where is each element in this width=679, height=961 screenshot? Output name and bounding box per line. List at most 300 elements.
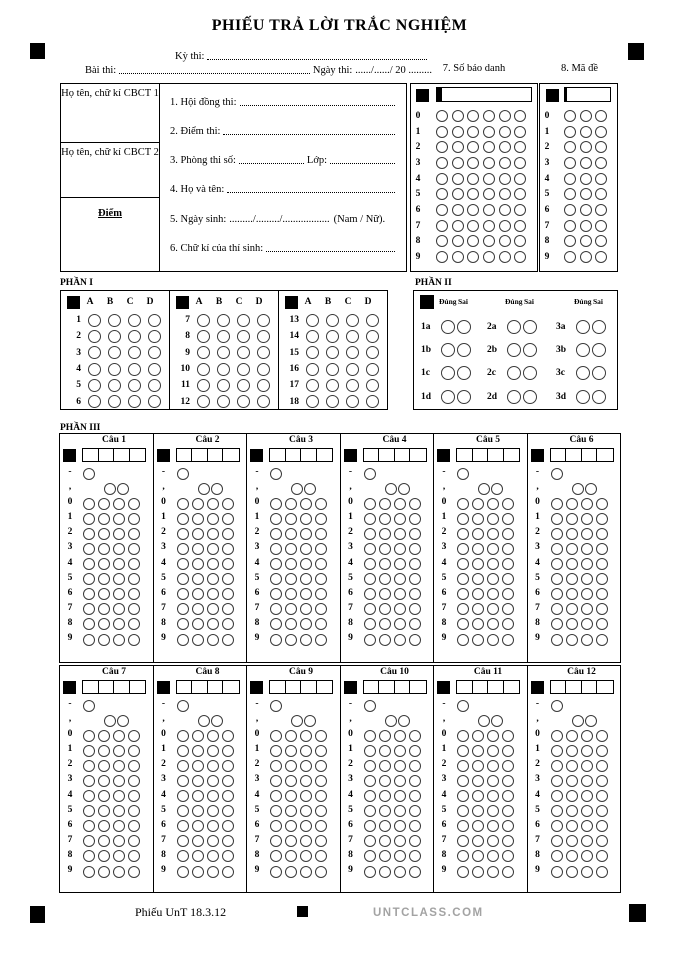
bubble-digit1-4[interactable] (409, 745, 421, 757)
bubble-digit6-2[interactable] (566, 820, 578, 832)
answer-cell[interactable] (301, 449, 317, 461)
bubble-digit1-3[interactable] (113, 745, 125, 757)
bubble-digit4-4[interactable] (409, 790, 421, 802)
bubble-digit9-2[interactable] (98, 866, 110, 878)
bubble-digit6-2[interactable] (285, 820, 297, 832)
bubble-digit0-4[interactable] (409, 730, 421, 742)
bubble-digit0-3[interactable] (394, 498, 406, 510)
bubble-digit0-2[interactable] (566, 498, 578, 510)
bubble-digit2-3[interactable] (487, 528, 499, 540)
bubble-q15-D[interactable] (366, 346, 379, 359)
bubble-digit1-3[interactable] (581, 513, 593, 525)
bubble-q18-C[interactable] (346, 395, 359, 408)
bubble-digit9-3[interactable] (487, 866, 499, 878)
bubble-digit4-3[interactable] (394, 558, 406, 570)
bubble-digit8-4[interactable] (128, 850, 140, 862)
bubble-comma-1[interactable] (572, 483, 584, 495)
bubble-digit5-2[interactable] (566, 573, 578, 585)
bubble-comma-1[interactable] (385, 483, 397, 495)
bubble-digit8-4[interactable] (315, 618, 327, 630)
bubble-digit6-3[interactable] (113, 820, 125, 832)
bubble-digit0-1[interactable] (364, 498, 376, 510)
bubble-digit8-2[interactable] (379, 850, 391, 862)
bubble-digit5-4[interactable] (128, 573, 140, 585)
bubble-digit6-4[interactable] (502, 820, 514, 832)
bubble-q6-A[interactable] (88, 395, 101, 408)
bubble-digit3-2[interactable] (98, 775, 110, 787)
bubble-digit8-3[interactable] (487, 850, 499, 862)
bubble-digit3-2[interactable] (566, 543, 578, 555)
bubble-digit6-2[interactable] (285, 588, 297, 600)
bubble-digit7-3[interactable] (207, 603, 219, 615)
bubble-digit3-1[interactable] (364, 543, 376, 555)
bubble-digit-7[interactable] (564, 220, 576, 232)
bubble-digit8-2[interactable] (98, 618, 110, 630)
bubble-q2-C[interactable] (128, 330, 141, 343)
bubble-digit8-1[interactable] (457, 618, 469, 630)
bubble-digit3-3[interactable] (300, 543, 312, 555)
bubble-digit6-4[interactable] (315, 588, 327, 600)
answer-cell[interactable] (286, 449, 302, 461)
bubble-digit3-4[interactable] (315, 543, 327, 555)
bubble-digit0-4[interactable] (502, 498, 514, 510)
bubble-digit5-4[interactable] (222, 805, 234, 817)
bubble-digit2-1[interactable] (457, 528, 469, 540)
bubble-digit3-1[interactable] (457, 543, 469, 555)
bubble-digit9-2[interactable] (472, 634, 484, 646)
answer-cell[interactable] (177, 681, 193, 693)
bubble-digit6-3[interactable] (581, 820, 593, 832)
bubble-digit-4[interactable] (564, 173, 576, 185)
bubble-digit1-3[interactable] (300, 513, 312, 525)
bubble-digit6-2[interactable] (192, 588, 204, 600)
bubble-digit5-3[interactable] (581, 573, 593, 585)
bubble-digit2-1[interactable] (270, 528, 282, 540)
answer-cell[interactable] (223, 681, 238, 693)
bubble-digit1-1[interactable] (457, 745, 469, 757)
bubble-digit2-4[interactable] (409, 760, 421, 772)
bubble-digit3-4[interactable] (128, 775, 140, 787)
bubble-digit4-2[interactable] (472, 790, 484, 802)
bubble-digit2-1[interactable] (364, 528, 376, 540)
bubble-digit-4[interactable] (467, 173, 479, 185)
bubble-digit6-2[interactable] (98, 820, 110, 832)
bubble-digit2-2[interactable] (285, 528, 297, 540)
bubble-digit6-2[interactable] (98, 588, 110, 600)
bubble-digit9-2[interactable] (379, 866, 391, 878)
bubble-digit1-1[interactable] (177, 745, 189, 757)
bubble-digit5-3[interactable] (300, 573, 312, 585)
bubble-q3-B[interactable] (108, 346, 121, 359)
answer-cell[interactable] (566, 449, 582, 461)
bubble-2c-sai[interactable] (523, 366, 537, 380)
bubble-digit1-1[interactable] (457, 513, 469, 525)
bubble-digit-0[interactable] (499, 110, 511, 122)
bubble-digit1-2[interactable] (379, 745, 391, 757)
bubble-comma-2[interactable] (585, 483, 597, 495)
answer-cell[interactable] (208, 449, 224, 461)
bubble-digit9-3[interactable] (207, 866, 219, 878)
bubble-1d-sai[interactable] (457, 390, 471, 404)
bubble-digit7-4[interactable] (315, 603, 327, 615)
bubble-digit3-2[interactable] (192, 543, 204, 555)
bubble-digit6-4[interactable] (596, 820, 608, 832)
bubble-digit5-4[interactable] (502, 805, 514, 817)
bubble-q1-C[interactable] (128, 314, 141, 327)
bubble-digit2-3[interactable] (113, 528, 125, 540)
bubble-digit8-3[interactable] (300, 618, 312, 630)
bubble-digit3-4[interactable] (128, 543, 140, 555)
bubble-digit-2[interactable] (452, 141, 464, 153)
bubble-digit3-4[interactable] (596, 775, 608, 787)
bubble-digit9-4[interactable] (502, 866, 514, 878)
bubble-digit6-1[interactable] (551, 588, 563, 600)
bubble-q9-D[interactable] (257, 346, 270, 359)
bubble-digit1-1[interactable] (270, 745, 282, 757)
bubble-digit8-2[interactable] (472, 850, 484, 862)
bubble-digit5-2[interactable] (98, 805, 110, 817)
bubble-q6-C[interactable] (128, 395, 141, 408)
bubble-digit2-3[interactable] (581, 760, 593, 772)
bubble-digit2-4[interactable] (315, 528, 327, 540)
bubble-digit2-3[interactable] (394, 760, 406, 772)
bubble-digit3-1[interactable] (457, 775, 469, 787)
bubble-digit3-3[interactable] (394, 775, 406, 787)
bubble-minus-1[interactable] (270, 468, 282, 480)
answer-cell[interactable] (504, 681, 519, 693)
bubble-digit7-1[interactable] (364, 835, 376, 847)
bubble-q9-C[interactable] (237, 346, 250, 359)
bubble-digit3-4[interactable] (502, 543, 514, 555)
bubble-q10-D[interactable] (257, 363, 270, 376)
bubble-digit6-3[interactable] (487, 588, 499, 600)
bubble-q8-B[interactable] (217, 330, 230, 343)
bubble-digit2-3[interactable] (300, 760, 312, 772)
bubble-digit4-1[interactable] (83, 790, 95, 802)
bubble-digit8-1[interactable] (270, 850, 282, 862)
bubble-q4-C[interactable] (128, 363, 141, 376)
bubble-digit1-3[interactable] (207, 513, 219, 525)
bubble-digit7-4[interactable] (128, 603, 140, 615)
bubble-digit0-1[interactable] (551, 498, 563, 510)
bubble-q13-C[interactable] (346, 314, 359, 327)
bubble-2a-sai[interactable] (523, 320, 537, 334)
bubble-digit-3[interactable] (452, 157, 464, 169)
answer-cell[interactable] (566, 681, 582, 693)
bubble-digit-7[interactable] (514, 220, 526, 232)
bubble-digit8-2[interactable] (566, 850, 578, 862)
bubble-digit-0[interactable] (564, 110, 576, 122)
answer-cell[interactable] (114, 681, 130, 693)
bubble-digit5-4[interactable] (315, 805, 327, 817)
bubble-digit5-1[interactable] (177, 573, 189, 585)
bubble-digit2-4[interactable] (315, 760, 327, 772)
bubble-digit7-4[interactable] (222, 835, 234, 847)
bubble-digit0-3[interactable] (487, 730, 499, 742)
bubble-digit0-4[interactable] (502, 730, 514, 742)
bubble-digit4-2[interactable] (192, 558, 204, 570)
bubble-digit5-1[interactable] (364, 805, 376, 817)
bubble-digit7-4[interactable] (128, 835, 140, 847)
bubble-digit9-1[interactable] (83, 866, 95, 878)
bubble-digit-1[interactable] (580, 126, 592, 138)
bubble-3a-sai[interactable] (592, 320, 606, 334)
answer-cell[interactable] (223, 449, 238, 461)
bubble-digit8-2[interactable] (192, 850, 204, 862)
bubble-digit9-4[interactable] (128, 634, 140, 646)
bubble-q12-A[interactable] (197, 395, 210, 408)
bubble-comma-2[interactable] (304, 483, 316, 495)
answer-cell[interactable] (551, 449, 567, 461)
bubble-1a-dung[interactable] (441, 320, 455, 334)
bubble-digit-9[interactable] (483, 251, 495, 263)
bubble-digit-3[interactable] (580, 157, 592, 169)
bubble-digit2-1[interactable] (177, 528, 189, 540)
bubble-digit2-3[interactable] (113, 760, 125, 772)
bubble-digit-9[interactable] (467, 251, 479, 263)
bubble-digit3-2[interactable] (566, 775, 578, 787)
bubble-digit1-1[interactable] (551, 513, 563, 525)
bubble-digit3-2[interactable] (379, 543, 391, 555)
bubble-comma-2[interactable] (117, 483, 129, 495)
write-in-line[interactable] (330, 153, 395, 164)
bubble-digit-9[interactable] (580, 251, 592, 263)
bubble-digit1-1[interactable] (364, 513, 376, 525)
bubble-digit-3[interactable] (595, 157, 607, 169)
bubble-digit6-1[interactable] (457, 820, 469, 832)
bubble-digit1-3[interactable] (113, 513, 125, 525)
bubble-digit1-3[interactable] (487, 513, 499, 525)
bubble-digit4-4[interactable] (222, 790, 234, 802)
bubble-digit2-1[interactable] (177, 760, 189, 772)
bubble-digit2-2[interactable] (566, 760, 578, 772)
bubble-digit7-2[interactable] (192, 603, 204, 615)
bubble-digit8-2[interactable] (566, 618, 578, 630)
bubble-digit9-3[interactable] (581, 634, 593, 646)
write-in-value[interactable]: ........./........./.................. (229, 214, 330, 225)
bubble-digit2-2[interactable] (285, 760, 297, 772)
bubble-digit-4[interactable] (483, 173, 495, 185)
bubble-digit-1[interactable] (467, 126, 479, 138)
bubble-digit3-2[interactable] (285, 543, 297, 555)
bubble-digit6-2[interactable] (472, 820, 484, 832)
bubble-digit-4[interactable] (452, 173, 464, 185)
bubble-digit1-2[interactable] (379, 513, 391, 525)
bubble-digit2-4[interactable] (502, 528, 514, 540)
bubble-digit7-3[interactable] (487, 603, 499, 615)
bubble-digit0-2[interactable] (379, 498, 391, 510)
bubble-digit-7[interactable] (467, 220, 479, 232)
bubble-digit1-2[interactable] (472, 513, 484, 525)
bubble-digit6-1[interactable] (270, 588, 282, 600)
bubble-digit6-4[interactable] (315, 820, 327, 832)
bubble-digit5-3[interactable] (113, 573, 125, 585)
bubble-2d-sai[interactable] (523, 390, 537, 404)
bubble-digit-1[interactable] (483, 126, 495, 138)
bubble-digit7-1[interactable] (457, 835, 469, 847)
bubble-comma-1[interactable] (291, 715, 303, 727)
bubble-q18-B[interactable] (326, 395, 339, 408)
write-in-line[interactable] (240, 95, 395, 106)
bubble-digit8-3[interactable] (113, 850, 125, 862)
bubble-digit6-3[interactable] (581, 588, 593, 600)
bubble-minus-1[interactable] (551, 700, 563, 712)
bubble-digit8-1[interactable] (551, 850, 563, 862)
bubble-digit9-2[interactable] (285, 634, 297, 646)
answer-cell[interactable] (192, 449, 208, 461)
bubble-digit1-1[interactable] (83, 513, 95, 525)
answer-cell[interactable] (582, 681, 598, 693)
bubble-digit7-4[interactable] (409, 835, 421, 847)
answer-cell[interactable] (457, 681, 473, 693)
bubble-digit4-3[interactable] (581, 558, 593, 570)
bubble-digit9-1[interactable] (270, 634, 282, 646)
bubble-digit8-1[interactable] (177, 850, 189, 862)
bubble-digit9-2[interactable] (192, 866, 204, 878)
bubble-digit1-3[interactable] (207, 745, 219, 757)
bubble-digit-0[interactable] (514, 110, 526, 122)
bubble-digit9-4[interactable] (596, 634, 608, 646)
bubble-digit1-3[interactable] (487, 745, 499, 757)
bubble-digit4-4[interactable] (128, 790, 140, 802)
bubble-q16-D[interactable] (366, 363, 379, 376)
bubble-digit0-3[interactable] (113, 730, 125, 742)
bubble-digit4-2[interactable] (379, 558, 391, 570)
bubble-digit9-2[interactable] (98, 634, 110, 646)
bubble-digit0-1[interactable] (83, 498, 95, 510)
bubble-q1-D[interactable] (148, 314, 161, 327)
bubble-q6-D[interactable] (148, 395, 161, 408)
bubble-q13-B[interactable] (326, 314, 339, 327)
bubble-digit6-1[interactable] (551, 820, 563, 832)
bubble-comma-1[interactable] (291, 483, 303, 495)
bubble-digit5-2[interactable] (98, 573, 110, 585)
bubble-digit8-4[interactable] (596, 618, 608, 630)
bubble-digit-5[interactable] (436, 188, 448, 200)
bubble-digit9-1[interactable] (364, 866, 376, 878)
bubble-digit9-2[interactable] (379, 634, 391, 646)
bubble-digit0-4[interactable] (596, 730, 608, 742)
bubble-digit2-2[interactable] (379, 528, 391, 540)
bubble-digit8-2[interactable] (379, 618, 391, 630)
answer-cell[interactable] (395, 681, 411, 693)
bubble-digit-8[interactable] (467, 235, 479, 247)
bubble-q9-B[interactable] (217, 346, 230, 359)
bubble-comma-1[interactable] (198, 715, 210, 727)
bubble-digit1-4[interactable] (128, 745, 140, 757)
bubble-digit5-1[interactable] (177, 805, 189, 817)
bubble-q12-D[interactable] (257, 395, 270, 408)
bubble-digit4-4[interactable] (596, 790, 608, 802)
bubble-digit-8[interactable] (452, 235, 464, 247)
bubble-digit0-1[interactable] (177, 498, 189, 510)
bubble-digit7-1[interactable] (83, 835, 95, 847)
bubble-q11-B[interactable] (217, 379, 230, 392)
bubble-digit7-1[interactable] (551, 603, 563, 615)
answer-cell[interactable] (379, 681, 395, 693)
bubble-digit8-3[interactable] (581, 618, 593, 630)
bubble-digit-8[interactable] (483, 235, 495, 247)
bubble-digit2-1[interactable] (83, 760, 95, 772)
bubble-digit4-1[interactable] (364, 790, 376, 802)
bubble-comma-2[interactable] (304, 715, 316, 727)
answer-cell[interactable] (270, 449, 286, 461)
bubble-digit3-4[interactable] (596, 543, 608, 555)
bubble-digit6-1[interactable] (177, 588, 189, 600)
bubble-digit-5[interactable] (514, 188, 526, 200)
bubble-q14-A[interactable] (306, 330, 319, 343)
bubble-digit0-2[interactable] (285, 498, 297, 510)
bubble-digit-2[interactable] (436, 141, 448, 153)
bubble-1d-dung[interactable] (441, 390, 455, 404)
bubble-q8-D[interactable] (257, 330, 270, 343)
bubble-digit0-1[interactable] (270, 730, 282, 742)
bubble-digit-8[interactable] (499, 235, 511, 247)
bubble-digit3-2[interactable] (472, 775, 484, 787)
bubble-digit8-1[interactable] (364, 618, 376, 630)
bubble-digit3-4[interactable] (222, 775, 234, 787)
answer-cell[interactable] (488, 449, 504, 461)
bubble-digit0-3[interactable] (207, 730, 219, 742)
bubble-digit5-2[interactable] (192, 573, 204, 585)
bubble-digit9-3[interactable] (487, 634, 499, 646)
bubble-digit0-4[interactable] (409, 498, 421, 510)
bubble-q7-B[interactable] (217, 314, 230, 327)
answer-cell[interactable] (473, 681, 489, 693)
bubble-digit9-3[interactable] (207, 634, 219, 646)
bubble-digit6-2[interactable] (566, 588, 578, 600)
bubble-digit3-2[interactable] (285, 775, 297, 787)
bubble-digit4-4[interactable] (315, 790, 327, 802)
bubble-digit7-3[interactable] (394, 835, 406, 847)
bubble-2d-dung[interactable] (507, 390, 521, 404)
bubble-digit-0[interactable] (467, 110, 479, 122)
bubble-digit8-1[interactable] (270, 618, 282, 630)
bubble-digit-1[interactable] (436, 126, 448, 138)
bubble-2c-dung[interactable] (507, 366, 521, 380)
bubble-comma-2[interactable] (211, 715, 223, 727)
answer-cell[interactable] (317, 681, 332, 693)
bubble-digit-5[interactable] (499, 188, 511, 200)
answer-cell[interactable] (99, 449, 115, 461)
bubble-digit-8[interactable] (595, 235, 607, 247)
bubble-q16-A[interactable] (306, 363, 319, 376)
bubble-digit6-1[interactable] (83, 820, 95, 832)
bubble-q14-D[interactable] (366, 330, 379, 343)
bubble-digit5-1[interactable] (270, 805, 282, 817)
bubble-3b-dung[interactable] (576, 343, 590, 357)
bubble-digit5-3[interactable] (207, 805, 219, 817)
bubble-digit6-3[interactable] (300, 588, 312, 600)
bubble-digit9-1[interactable] (177, 866, 189, 878)
bubble-digit-1[interactable] (595, 126, 607, 138)
bubble-digit5-1[interactable] (270, 573, 282, 585)
bubble-digit4-2[interactable] (472, 558, 484, 570)
bubble-digit7-2[interactable] (285, 603, 297, 615)
bubble-minus-1[interactable] (364, 468, 376, 480)
bubble-digit8-1[interactable] (364, 850, 376, 862)
bubble-digit6-1[interactable] (270, 820, 282, 832)
bubble-digit0-3[interactable] (113, 498, 125, 510)
bubble-digit2-1[interactable] (551, 528, 563, 540)
bubble-digit4-3[interactable] (581, 790, 593, 802)
write-in-line[interactable] (266, 241, 395, 252)
bubble-digit6-4[interactable] (222, 820, 234, 832)
bubble-digit4-2[interactable] (192, 790, 204, 802)
bubble-digit9-1[interactable] (270, 866, 282, 878)
bubble-digit8-1[interactable] (551, 618, 563, 630)
bubble-q3-C[interactable] (128, 346, 141, 359)
